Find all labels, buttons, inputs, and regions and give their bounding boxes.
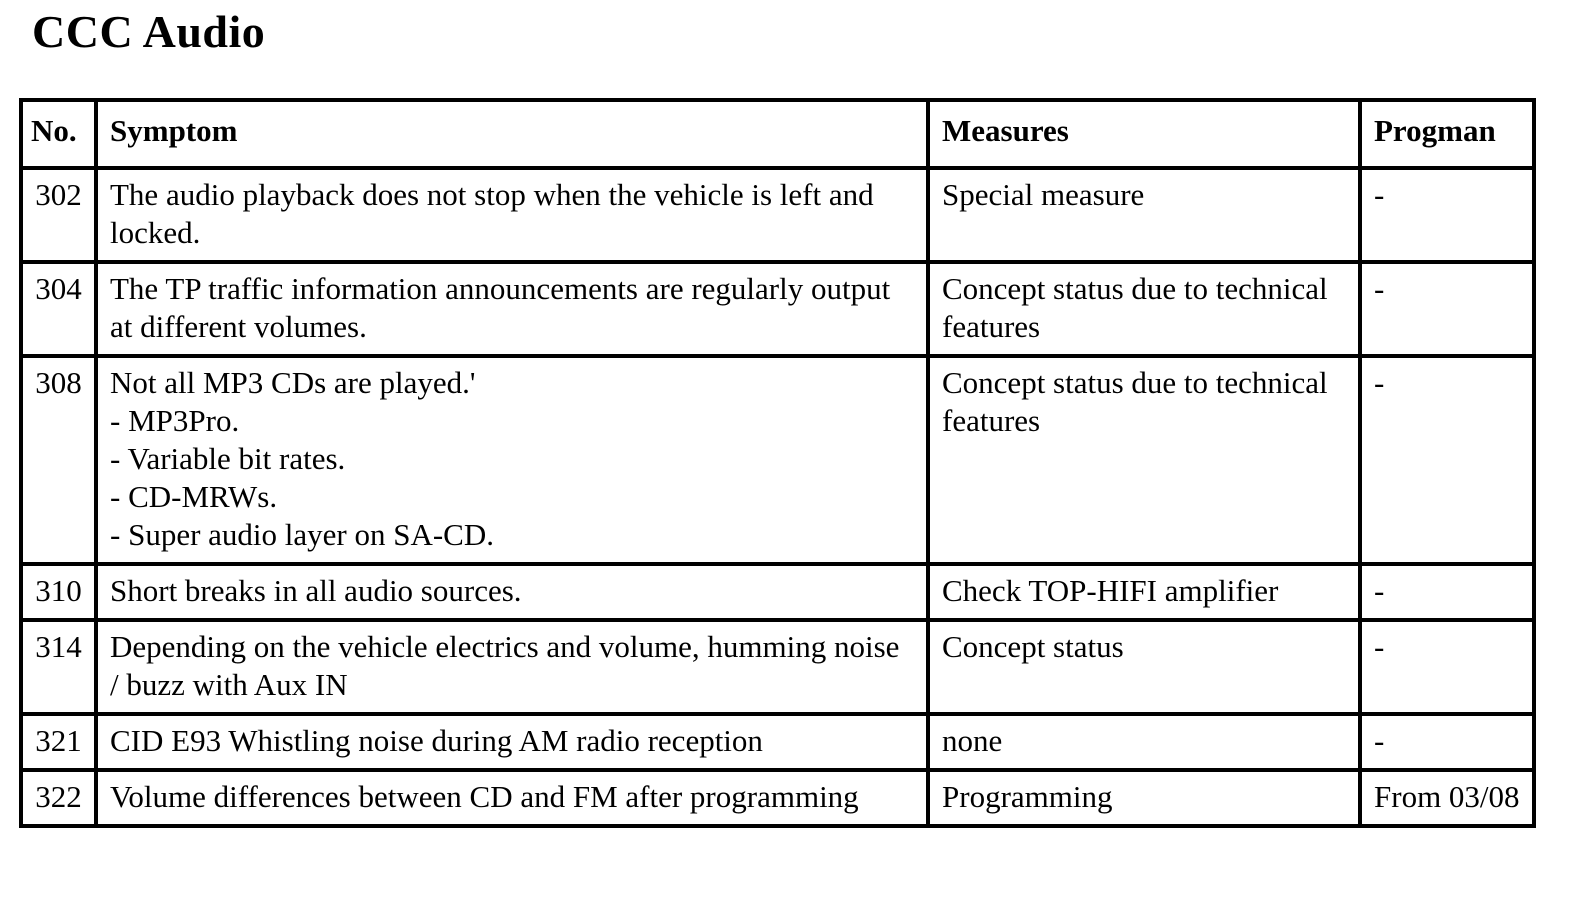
header-measures: Measures bbox=[928, 100, 1360, 168]
row-number: 308 bbox=[21, 356, 96, 564]
table-row bbox=[21, 620, 1534, 714]
row-progman: - bbox=[1360, 168, 1534, 262]
row-measures: Check TOP-HIFI amplifier bbox=[928, 564, 1360, 620]
header-no: No. bbox=[21, 100, 96, 168]
row-measures: Concept status due to technical features bbox=[928, 356, 1360, 564]
symptom-intro: Not all MP3 CDs are played.' bbox=[110, 365, 476, 400]
table-row bbox=[21, 356, 1534, 564]
page-title: CCC Audio bbox=[32, 6, 266, 57]
row-symptom: Depending on the vehicle electrics and volume, humming noise / buzz with Aux IN bbox=[96, 620, 928, 714]
row-measures: Concept status due to technical features bbox=[928, 262, 1360, 356]
row-symptom: The TP traffic information announcements are regularly output at different volumes. bbox=[96, 262, 928, 356]
row-progman: - bbox=[1360, 262, 1534, 356]
row-measures: Special measure bbox=[928, 168, 1360, 262]
row-number: 310 bbox=[21, 564, 96, 620]
row-measures: Programming bbox=[928, 770, 1360, 826]
row-symptom: The audio playback does not stop when the vehicle is left and locked. bbox=[96, 168, 928, 262]
table-row bbox=[21, 770, 1534, 826]
row-number: 302 bbox=[21, 168, 96, 262]
row-measures: Concept status bbox=[928, 620, 1360, 714]
header-row bbox=[21, 100, 1534, 168]
row-number: 321 bbox=[21, 714, 96, 770]
row-progman: - bbox=[1360, 564, 1534, 620]
symptom-list-item: - CD-MRWs. bbox=[110, 479, 278, 514]
row-number: 314 bbox=[21, 620, 96, 714]
symptom-list-item: - MP3Pro. bbox=[110, 403, 240, 438]
row-number: 304 bbox=[21, 262, 96, 356]
symptom-list-item: - Super audio layer on SA-CD. bbox=[110, 517, 494, 552]
table-row bbox=[21, 564, 1534, 620]
table-row bbox=[21, 168, 1534, 262]
row-symptom bbox=[96, 356, 928, 564]
header-symptom: Symptom bbox=[96, 100, 928, 168]
table-row bbox=[21, 262, 1534, 356]
row-measures: none bbox=[928, 714, 1360, 770]
row-progman: - bbox=[1360, 714, 1534, 770]
symptom-list-item: - Variable bit rates. bbox=[110, 441, 346, 476]
symptom-list bbox=[110, 402, 914, 554]
row-symptom: CID E93 Whistling noise during AM radio reception bbox=[96, 714, 928, 770]
issues-table bbox=[19, 98, 1536, 828]
row-symptom: Volume differences between CD and FM after programming bbox=[96, 770, 928, 826]
row-progman: From 03/08 bbox=[1360, 770, 1534, 826]
header-progman: Progman bbox=[1360, 100, 1534, 168]
table-row bbox=[21, 714, 1534, 770]
row-progman: - bbox=[1360, 620, 1534, 714]
row-symptom: Short breaks in all audio sources. bbox=[96, 564, 928, 620]
row-number: 322 bbox=[21, 770, 96, 826]
row-progman: - bbox=[1360, 356, 1534, 564]
